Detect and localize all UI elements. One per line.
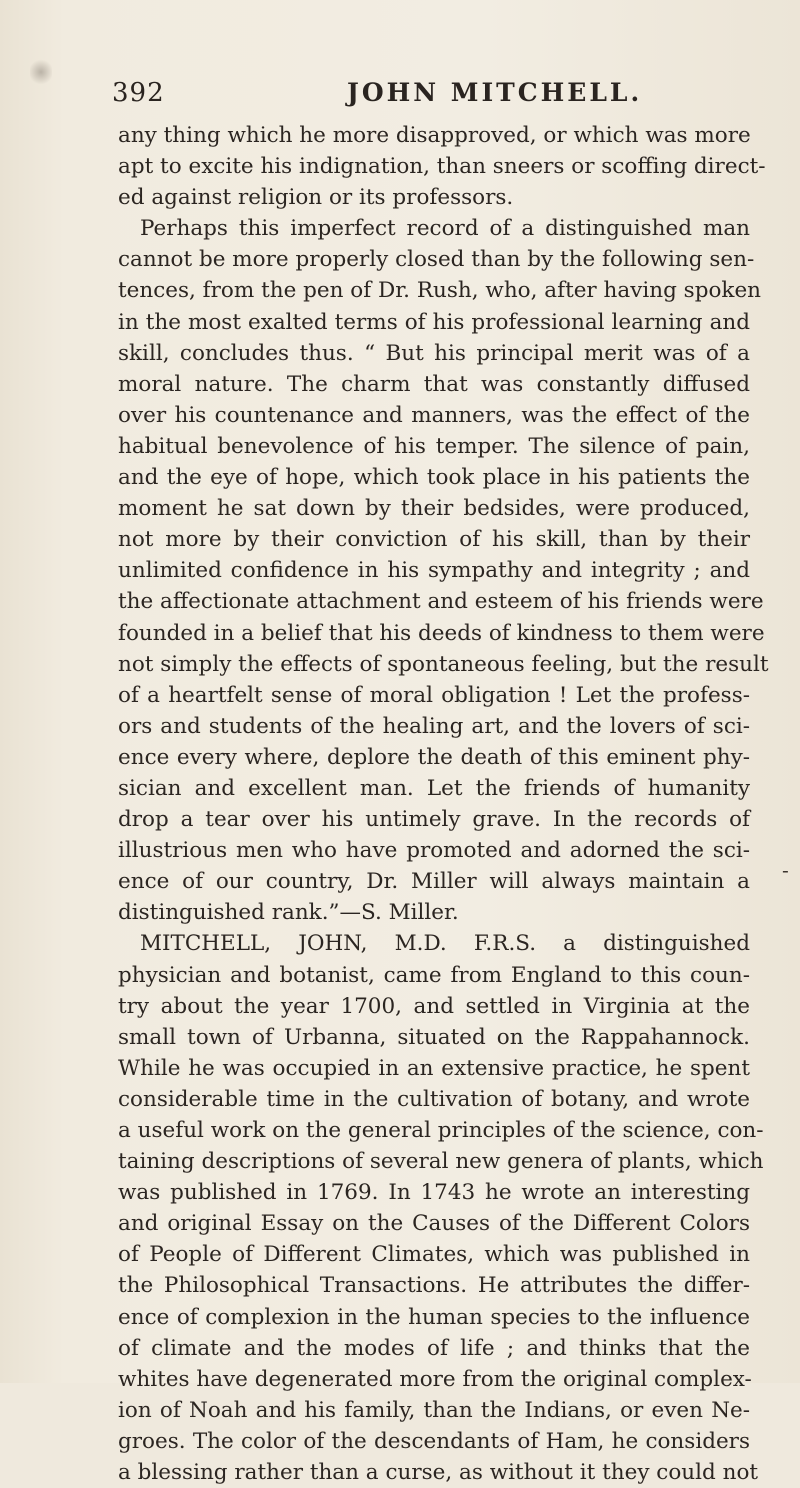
text-line: moment he sat down by their bedsides, were produced, [118,496,750,522]
text-line: was published in 1769. In 1743 he wrote an interesting [118,1180,750,1206]
text-line: drop a tear over his untimely grave. In the records of [118,807,750,833]
text-line: distinguished rank.”—S. Miller. [118,900,459,926]
text-line: considerable time in the cultivation of botany, and wrote [118,1086,750,1112]
text-line: not more by their conviction of his skill, than by their [118,527,750,553]
text-line: ion of Noah and his family, than the Indians, or even Ne- [118,1397,750,1423]
text-line: over his countenance and manners, was the effect of the [118,402,750,428]
text-line: of climate and the modes of life ; and thinks that the [118,1335,750,1361]
text-line: ence of complexion in the human species to the influence [118,1304,750,1330]
text-line: and the eye of hope, which took place in his patients the [118,465,750,491]
text-line: MITCHELL, JOHN, M.D. F.R.S. a distinguished [140,931,750,957]
text-line: founded in a belief that his deeds of kindness to them were [118,620,765,646]
text-line: of People of Different Climates, which was published in [118,1242,750,1268]
text-line: Perhaps this imperfect record of a distinguished man [140,216,750,242]
text-line: a blessing rather than a curse, as without it they could not [118,1460,759,1486]
page-header [112,78,752,118]
text-line: tences, from the pen of Dr. Rush, who, after having spoken [118,278,762,304]
text-line: of a heartfelt sense of moral obligation ! Let the profess- [118,682,750,708]
text-line: sician and excellent man. Let the friends of humanity [118,775,750,801]
text-line: physician and botanist, came from England to this coun- [118,962,750,988]
text-line: ence every where, deplore the death of this eminent phy- [118,744,750,770]
text-line: moral nature. The charm that was constantly diffused [118,371,750,397]
text-line: not simply the effects of spontaneous feeling, but the result [118,651,769,677]
text-line: ors and students of the healing art, and the lovers of sci- [118,713,750,739]
text-line: ed against religion or its professors. [118,185,514,211]
text-line: skill, concludes thus. “ But his principal merit was of a [118,340,750,366]
text-line: illustrious men who have promoted and adorned the sci- [118,838,750,864]
text-line: small town of Urbanna, situated on the Rappahannock. [118,1024,750,1050]
text-line: unlimited confidence in his sympathy and integrity ; and [118,558,750,584]
text-line: whites have degenerated more from the original complex- [118,1366,752,1392]
text-line: cannot be more properly closed than by the following sen- [118,247,755,273]
text-line: While he was occupied in an extensive practice, he spent [118,1055,750,1081]
text-line: try about the year 1700, and settled in Virginia at the [118,993,750,1019]
text-line: the Philosophical Transactions. He attributes the differ- [118,1273,750,1299]
text-line: apt to excite his indignation, than sneers or scoffing direct- [118,154,766,180]
running-head: JOHN MITCHELL. [347,78,643,107]
text-line: a useful work on the general principles of the science, con- [118,1118,764,1143]
text-line: ence of our country, Dr. Miller will always maintain a [118,869,750,895]
text-line: and original Essay on the Causes of the Different Colors [118,1211,750,1237]
text-line: the affectionate attachment and esteem of his friends were [118,589,764,615]
text-line: groes. The color of the descendants of Ham, he considers [118,1428,750,1454]
page-number: 392 [112,78,165,108]
text-line: in the most exalted terms of his professional learning and [118,309,750,335]
text-line: any thing which he more disapproved, or which was more [118,123,751,148]
ink-smudge [30,58,52,86]
margin-mark: - [782,858,789,882]
text-line: taining descriptions of several new genera of plants, which [118,1149,764,1175]
text-line: habitual benevolence of his temper. The silence of pain, [118,433,750,459]
body-text [118,120,769,1488]
